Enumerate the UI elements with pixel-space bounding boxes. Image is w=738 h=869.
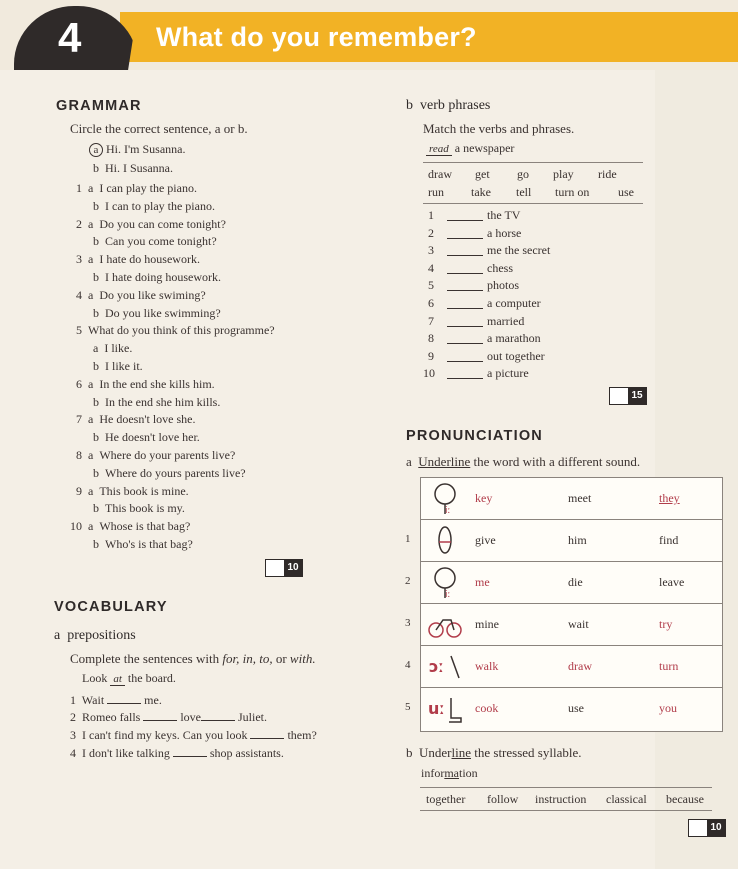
question-text: What do you think of this programme?: [88, 323, 275, 338]
pronunciation-b-example: information: [421, 766, 478, 780]
grammar-instruction: Circle the correct sentence, a or b.: [70, 121, 248, 136]
pron-word[interactable]: walk: [475, 659, 499, 673]
verb-option[interactable]: play: [553, 167, 574, 181]
pron-row-1: [421, 520, 722, 562]
car-icon: [427, 650, 463, 684]
pron-word[interactable]: find: [659, 533, 679, 547]
pron-word[interactable]: key: [475, 491, 493, 505]
grammar-option-a[interactable]: 10 a Whose is that bag?: [70, 519, 191, 534]
answer-blank[interactable]: [447, 227, 483, 239]
grammar-example-a: a Hi. I'm Susanna.: [89, 142, 186, 157]
verb-option[interactable]: tell: [516, 185, 532, 199]
verb-option[interactable]: draw: [428, 167, 452, 181]
item-number: 8: [428, 331, 434, 346]
grammar-option-b[interactable]: b Can you come tonight?: [93, 234, 217, 249]
grammar-option-a[interactable]: 4 a Do you like swiming?: [76, 287, 206, 302]
pron-word[interactable]: cook: [475, 701, 499, 715]
circled-answer-icon: a: [89, 143, 103, 157]
svg-text:iː: iː: [445, 590, 451, 600]
pronunciation-score-box[interactable]: [688, 819, 726, 837]
pron-row-number: 5: [405, 701, 411, 713]
pronunciation-table: [420, 477, 723, 732]
pron-row-number: 4: [405, 659, 411, 671]
verb-option[interactable]: go: [517, 167, 529, 181]
answer-blank[interactable]: [447, 279, 483, 291]
boot-icon: [427, 692, 463, 726]
verb-option[interactable]: ride: [598, 167, 617, 181]
stress-box-top-rule: [420, 787, 712, 788]
option-text: He doesn't love she.: [99, 412, 196, 427]
grammar-score-box[interactable]: [265, 559, 303, 577]
pron-row-3: [421, 604, 722, 646]
pron-row-number: 1: [405, 533, 411, 545]
grammar-option-a[interactable]: 7 a He doesn't love she.: [76, 412, 196, 427]
vocabulary-item-4: 4 I don't like talking shop assistants.: [70, 746, 284, 760]
pron-row-2: [421, 562, 722, 604]
grammar-option-b[interactable]: b This book is my.: [93, 501, 185, 516]
verb-phrase-text: married: [487, 313, 525, 328]
pron-word[interactable]: you: [659, 701, 677, 715]
answer-blank[interactable]: [447, 244, 483, 256]
option-text: This book is mine.: [99, 483, 189, 498]
item-number: 5: [428, 278, 434, 293]
pron-word[interactable]: meet: [568, 491, 592, 505]
vocabulary-instruction: Complete the sentences with for, in, to, or with.: [70, 651, 316, 666]
pron-row-5: [421, 688, 722, 730]
pron-word[interactable]: turn: [659, 659, 679, 673]
verb-phrase-text: out together: [487, 348, 545, 363]
answer-blank[interactable]: [107, 692, 141, 704]
grammar-option-b[interactable]: b Do you like swimming?: [93, 305, 221, 320]
answer-blank[interactable]: [250, 727, 284, 739]
grammar-option-b[interactable]: b He doesn't love her.: [93, 430, 200, 445]
pron-row-4: [421, 646, 722, 688]
option-text: I hate doing housework.: [105, 270, 221, 284]
option-text: I like.: [104, 341, 133, 356]
grammar-option-a[interactable]: 3 a I hate do housework.: [76, 252, 200, 267]
pronunciation-heading: PRONUNCIATION: [406, 428, 543, 444]
grammar-option-a[interactable]: 6 a In the end she kills him.: [76, 376, 215, 391]
option-text: Where do your parents live?: [99, 448, 236, 462]
verb-option[interactable]: turn on: [555, 185, 590, 199]
grammar-option-b[interactable]: b Who's is that bag?: [93, 537, 193, 551]
option-text: Where do yours parents live?: [105, 465, 246, 480]
item-number: 3: [76, 252, 82, 267]
item-number: 9: [76, 483, 82, 498]
pron-word[interactable]: try: [659, 617, 673, 631]
verb-phrase-text: the TV: [487, 208, 521, 222]
verb-option[interactable]: use: [618, 185, 634, 199]
verb-phrases-example: read a newspaper: [426, 141, 514, 156]
item-number: 1: [428, 208, 434, 222]
item-number: 10: [70, 519, 82, 534]
item-number: 10: [423, 366, 435, 381]
verb-option[interactable]: take: [471, 185, 491, 199]
item-number: 4: [76, 287, 82, 302]
grammar-question: [76, 323, 275, 338]
vocabulary-a-heading: a prepositions: [54, 628, 136, 643]
option-text: Do you like swiming?: [99, 287, 206, 302]
item-number: 6: [428, 296, 434, 310]
stress-word[interactable]: together: [426, 792, 466, 806]
answer-blank[interactable]: [447, 262, 483, 274]
verb-box-top-rule: [423, 162, 643, 163]
vocabulary-heading: VOCABULARY: [54, 599, 168, 615]
unit-title: What do you remember?: [156, 22, 477, 52]
item-number: 6: [76, 376, 82, 391]
verb-phrase-text: a marathon: [487, 331, 541, 346]
option-text: In the end she kills him.: [99, 376, 215, 391]
stress-word[interactable]: because: [666, 792, 704, 806]
stress-word[interactable]: follow: [487, 792, 519, 806]
grammar-example-b: b Hi. I Susanna.: [93, 161, 173, 175]
pron-word[interactable]: use: [568, 701, 584, 715]
verb-option[interactable]: get: [475, 167, 490, 181]
verb-phrases-score-box[interactable]: [609, 387, 647, 405]
unit-number: 4: [58, 14, 82, 61]
pron-word[interactable]: him: [568, 533, 587, 547]
grammar-option-a[interactable]: 1 a I can play the piano.: [76, 181, 197, 195]
option-text: I hate do housework.: [99, 252, 200, 267]
pron-word[interactable]: draw: [568, 659, 592, 673]
item-number: 5: [76, 323, 82, 338]
option-text: I can play the piano.: [99, 181, 197, 195]
item-number: 1: [76, 181, 82, 195]
stress-box-bottom-rule: [420, 810, 712, 811]
pron-word[interactable]: wait: [568, 617, 589, 631]
pronunciation-a-instruction: a Underline the word with a different sound.: [406, 454, 641, 469]
answer-blank[interactable]: [201, 709, 235, 721]
option-text: I like it.: [105, 359, 143, 373]
answer-blank[interactable]: [447, 315, 483, 327]
grammar-option-a[interactable]: 9 a This book is mine.: [76, 483, 189, 498]
item-number: 7: [76, 412, 82, 427]
pron-word[interactable]: die: [568, 575, 583, 589]
verb-phrase-text: me the secret: [487, 243, 551, 258]
vocabulary-item-2: 2 Romeo falls love Juliet.: [70, 710, 267, 724]
grammar-option-b[interactable]: b I hate doing housework.: [93, 270, 221, 284]
svg-text:ɔː: ɔː: [429, 657, 444, 676]
page-edge-shadow: [655, 60, 738, 869]
option-text: Do you can come tonight?: [99, 216, 226, 231]
pronunciation-b-instruction: b Underline the stressed syllable.: [406, 745, 582, 760]
svg-text:iː: iː: [445, 506, 451, 516]
stress-word[interactable]: instruction: [535, 792, 587, 806]
grammar-heading: GRAMMAR: [56, 98, 142, 114]
item-number: 4: [428, 260, 434, 275]
grammar-option-b[interactable]: b I can to play the piano.: [93, 198, 215, 213]
item-number: 9: [428, 348, 434, 363]
stress-word[interactable]: classical: [606, 792, 647, 806]
verb-phrases-score-total: 15: [628, 388, 646, 404]
fish-icon: [427, 524, 463, 558]
grammar-option-a[interactable]: 8 a Where do your parents live?: [76, 448, 236, 462]
grammar-score-total: 10: [284, 560, 302, 576]
option-text: I can to play the piano.: [105, 198, 215, 213]
option-text: Whose is that bag?: [99, 519, 191, 534]
verb-phrases-heading: b verb phrases: [406, 98, 491, 113]
vocabulary-item-1: 1 Wait me.: [70, 693, 162, 707]
answer-blank[interactable]: [447, 332, 483, 344]
verb-box-bottom-rule: [423, 203, 643, 204]
verb-phrase-text: photos: [487, 278, 520, 293]
vocabulary-example: Look at the board.: [82, 671, 176, 685]
verb-phrase-text: a horse: [487, 225, 522, 240]
option-text: This book is my.: [105, 501, 185, 516]
item-number: 2: [428, 225, 434, 240]
answer-blank[interactable]: [447, 297, 483, 309]
option-text: He doesn't love her.: [105, 430, 200, 445]
answer-blank[interactable]: [447, 209, 483, 221]
item-number: 2: [76, 216, 82, 231]
tree-icon: [427, 482, 463, 516]
grammar-option-a[interactable]: 2 a Do you can come tonight?: [76, 216, 226, 231]
pron-word[interactable]: give: [475, 533, 496, 547]
vocabulary-item-3: 3 I can't find my keys. Can you look them?: [70, 728, 317, 742]
option-text: In the end she him kills.: [105, 394, 221, 409]
item-number: 8: [76, 448, 82, 462]
svg-text:uː: uː: [428, 699, 445, 718]
grammar-option-b[interactable]: b In the end she him kills.: [93, 394, 221, 409]
pron-row-example: [421, 478, 722, 520]
answer-blank[interactable]: [447, 350, 483, 362]
answer-blank[interactable]: [447, 367, 483, 379]
pron-row-number: 2: [405, 575, 411, 587]
pron-word[interactable]: mine: [475, 617, 499, 631]
pronunciation-score-total: 10: [707, 820, 725, 836]
bike-icon: [427, 608, 463, 642]
answer-blank[interactable]: [143, 709, 177, 721]
verb-phrase-text: chess: [487, 260, 513, 275]
tree-icon: [427, 566, 463, 600]
item-number: 3: [428, 243, 434, 258]
option-text: Can you come tonight?: [105, 234, 217, 249]
verb-phrase-text: a picture: [487, 366, 529, 381]
example-answer: at: [110, 673, 125, 686]
pron-word[interactable]: leave: [659, 575, 685, 589]
pron-row-number: 3: [405, 617, 411, 629]
option-text: Who's is that bag?: [105, 537, 193, 551]
verb-phrase-text: a computer: [487, 296, 541, 310]
grammar-option-b[interactable]: b Where do yours parents live?: [93, 465, 246, 480]
item-number: 7: [428, 313, 434, 328]
pron-word[interactable]: me: [475, 575, 490, 589]
grammar-option-b[interactable]: b I like it.: [93, 359, 143, 373]
answer-blank[interactable]: [173, 745, 207, 757]
example-answer: read: [426, 143, 452, 156]
verb-phrases-instruction: Match the verbs and phrases.: [423, 121, 575, 136]
pron-word-underlined[interactable]: they: [659, 491, 680, 505]
verb-option[interactable]: run: [428, 185, 444, 199]
option-text: Do you like swimming?: [105, 305, 221, 320]
grammar-option-a[interactable]: a I like.: [93, 341, 133, 356]
